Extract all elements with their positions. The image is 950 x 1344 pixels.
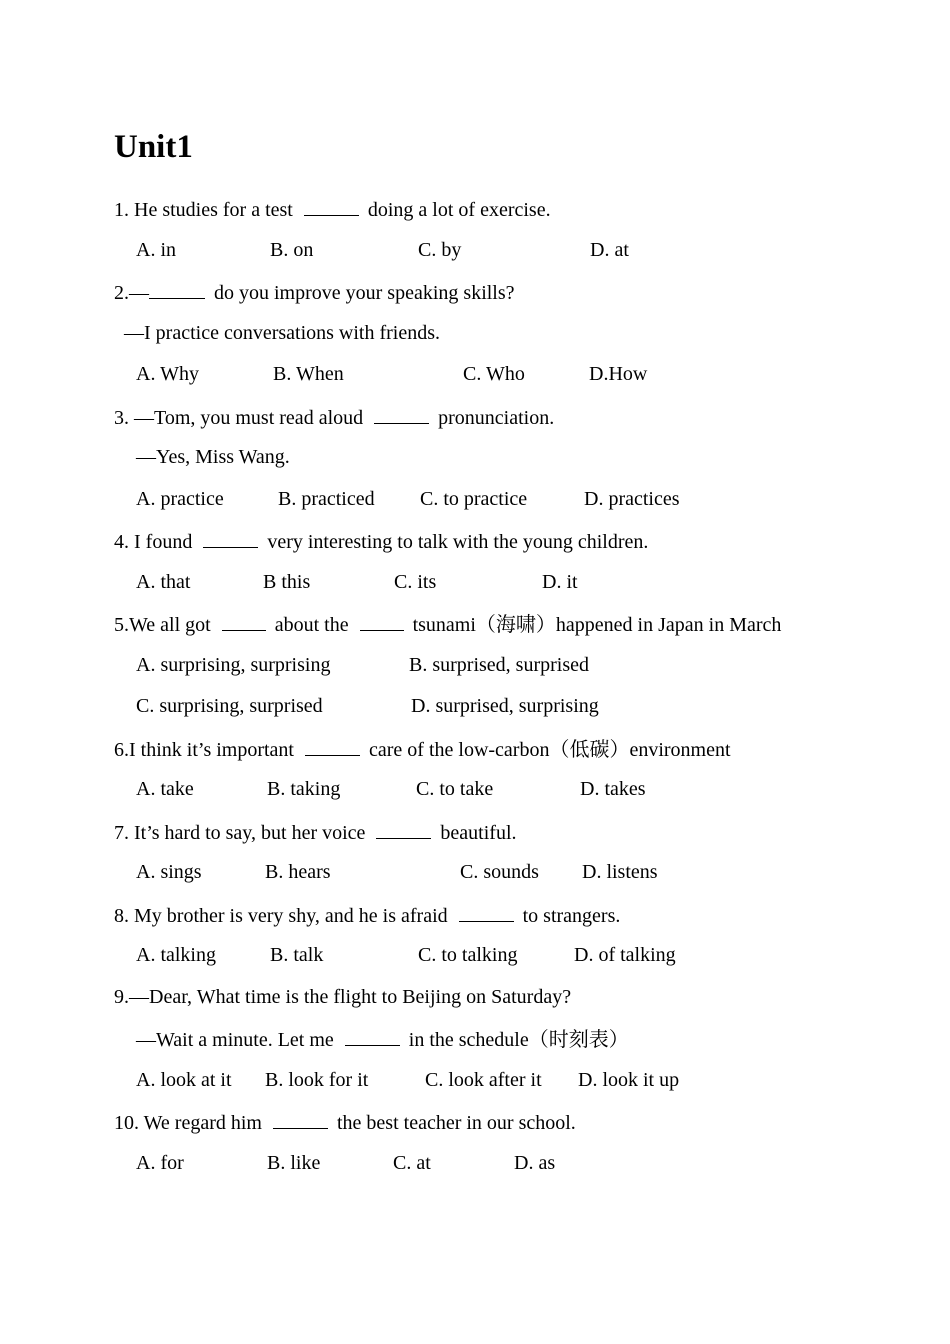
question-text: in the schedule（时刻表） [408,1029,629,1051]
question-text: 10. We regard him [114,1112,262,1134]
option-a: A. practice [136,488,224,510]
question-1 [114,195,551,223]
answer-blank [304,195,359,216]
question-8 [114,901,620,929]
option-c: C. Who [463,363,525,385]
question-text: 8. My brother is very shy, and he is afraid [114,905,448,927]
option-d: D. surprised, surprising [411,695,599,717]
option-b: B. like [267,1152,321,1174]
question-text: 6.I think it’s important [114,739,294,761]
question-text: 5.We all got [114,614,211,636]
question-10 [114,1108,576,1136]
option-c: C. to talking [418,944,518,966]
page-title: Unit1 [114,129,193,165]
question-text: 3. —Tom, you must read aloud [114,407,364,429]
option-d: D. listens [582,861,658,883]
answer-blank [203,527,258,548]
reply-text: —I practice conversations with friends. [124,322,441,344]
question-7 [114,818,517,846]
option-a: A. for [136,1152,184,1174]
option-d: D. of talking [574,944,676,966]
option-b: B. look for it [265,1069,369,1091]
question-text: 2.— [114,282,149,304]
question-6 [114,735,731,763]
question-text: tsunami（海啸）happened in Japan in March [412,614,782,636]
option-a: A. look at it [136,1069,232,1091]
question-text: doing a lot of exercise. [367,199,551,221]
question-text: to strangers. [522,905,621,927]
question-text: the best teacher in our school. [336,1112,576,1134]
answer-blank [376,818,431,839]
question-text: —Wait a minute. Let me [136,1029,334,1051]
option-c: C. to practice [420,488,528,510]
question-2 [114,278,515,306]
answer-blank [149,278,205,299]
answer-blank [374,403,429,424]
question-text: 7. It’s hard to say, but her voice [114,822,366,844]
option-a: A. that [136,571,191,593]
option-c: C. at [393,1152,431,1174]
option-a: A. talking [136,944,216,966]
option-b: B. hears [265,861,331,883]
option-b: B. taking [267,778,341,800]
option-a: A. take [136,778,194,800]
question-text: 1. He studies for a test [114,199,293,221]
option-a: A. in [136,239,176,261]
question-5 [114,610,781,638]
answer-blank [345,1025,400,1046]
option-c: C. its [394,571,437,593]
answer-blank [459,901,514,922]
question-text: very interesting to talk with the young children. [267,531,649,553]
option-c: C. surprising, surprised [136,695,323,717]
option-a: A. surprising, surprising [136,654,331,676]
question-4 [114,527,648,555]
option-a: A. sings [136,861,202,883]
question-3 [114,403,554,431]
answer-blank [222,610,266,631]
option-d: D. at [590,239,629,261]
question-9: 9.—Dear, What time is the flight to Beijing on Saturday? [114,986,572,1008]
option-c: C. by [418,239,462,261]
reply-text [136,1025,629,1053]
option-c: C. sounds [460,861,539,883]
option-b: B. on [270,239,314,261]
option-d: D.How [589,363,648,385]
option-b: B. talk [270,944,324,966]
question-text: care of the low-carbon（低碳）environment [369,739,731,761]
option-b: B this [263,571,311,593]
option-b: B. When [273,363,344,385]
question-text: beautiful. [440,822,517,844]
question-text: 4. I found [114,531,193,553]
reply-text: —Yes, Miss Wang. [136,446,290,468]
answer-blank [305,735,360,756]
option-d: D. takes [580,778,646,800]
option-d: D. it [542,571,578,593]
answer-blank [273,1108,328,1129]
option-c: C. to take [416,778,494,800]
option-d: D. as [514,1152,556,1174]
answer-blank [360,610,404,631]
question-text: about the [274,614,349,636]
option-c: C. look after it [425,1069,542,1091]
question-text: pronunciation. [438,407,555,429]
question-text: do you improve your speaking skills? [214,282,515,304]
option-d: D. look it up [578,1069,680,1091]
option-d: D. practices [584,488,680,510]
option-b: B. practiced [278,488,375,510]
option-b: B. surprised, surprised [409,654,589,676]
option-a: A. Why [136,363,199,385]
